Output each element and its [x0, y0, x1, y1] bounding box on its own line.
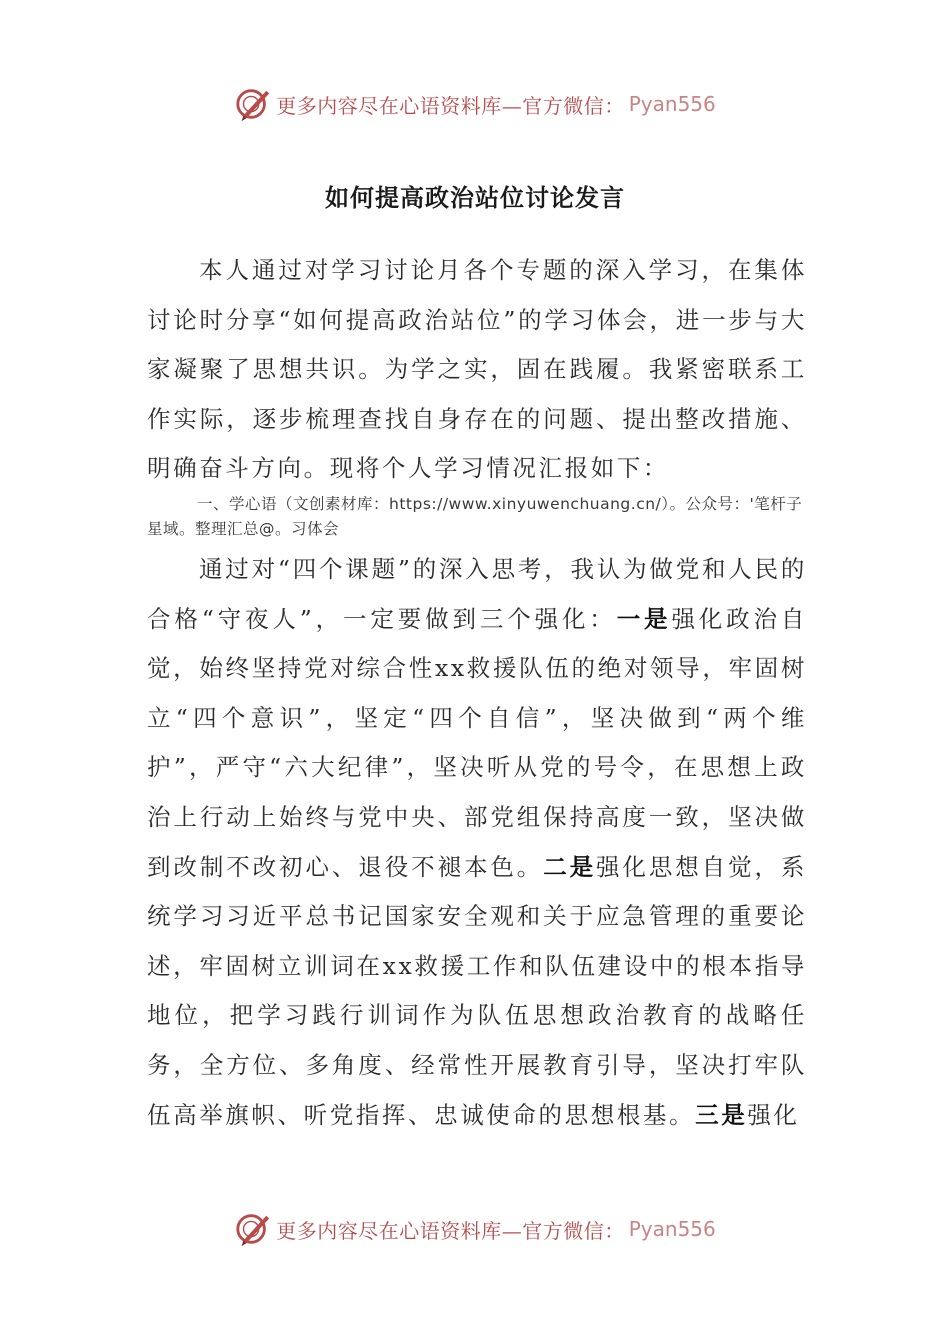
point-two-label: 二是 [543, 852, 597, 881]
intro-paragraph: 本人通过对学习讨论月各个专题的深入学习，在集体讨论时分享“如何提高政治站位”的学习体会，进一步与大家凝聚了思想共识。为学之实，固在践履。我紧密联系工作实际，逐步梳理查找自身存在的问题、提出整改措施、明确奋斗方向。现将个人学习情况汇报如下： [147, 256, 807, 483]
footer-banner-text: 更多内容尽在心语资料库—官方微信： [276, 1218, 625, 1243]
body-text-segment: 强化 [747, 1100, 800, 1129]
header-banner-text: 更多内容尽在心语资料库—官方微信： [276, 93, 625, 118]
point-three-label: 三是 [695, 1100, 748, 1129]
header-wechat-id: Pyan556 [628, 92, 716, 116]
document-title: 如何提高政治站位讨论发言 [325, 184, 625, 212]
body-paragraph [147, 545, 807, 1140]
section-heading: 一、学心语（文创素材库：https://www.xinyuwenchuang.cn/）。公众号：'笔杆子星域。整理汇总@。习体会 [147, 495, 803, 538]
body-text-segment: 强化思想自觉，系统学习习近平总书记国家安全观和关于应急管理的重要论述，牢固树立训词在xx救援工作和队伍建设中的根本指导地位，把学习践行训词作为队伍思想政治教育的战略任务，全方位、多角度、经常性开展教育引导，坚决打牢队伍高举旗帜、听党指挥、忠诚使命的思想根基。 [147, 852, 807, 1129]
footer-wechat-id: Pyan556 [628, 1217, 716, 1241]
point-one-label: 一是 [616, 604, 672, 633]
footer-banner [0, 1205, 950, 1253]
pen-logo-icon [234, 85, 272, 123]
body-text-segment: 强化政治自觉，始终坚持党对综合性xx救援队伍的绝对领导，牢固树立“四个意识”，坚定“四个自信”，坚决做到“两个维护”，严守“六大纪律”，坚决听从党的号令，在思想上政治上行动上始终与党中央、部党组保持高度一致，坚决做到改制不改初心、退役不褪本色。 [147, 604, 808, 881]
pen-logo-icon [234, 1210, 272, 1248]
body-text-segment: 通过对“四个课题”的深入思考，我认为做党和人民的合格“守夜人”，一定要做到三个强化： [147, 555, 807, 633]
header-banner [0, 80, 950, 128]
